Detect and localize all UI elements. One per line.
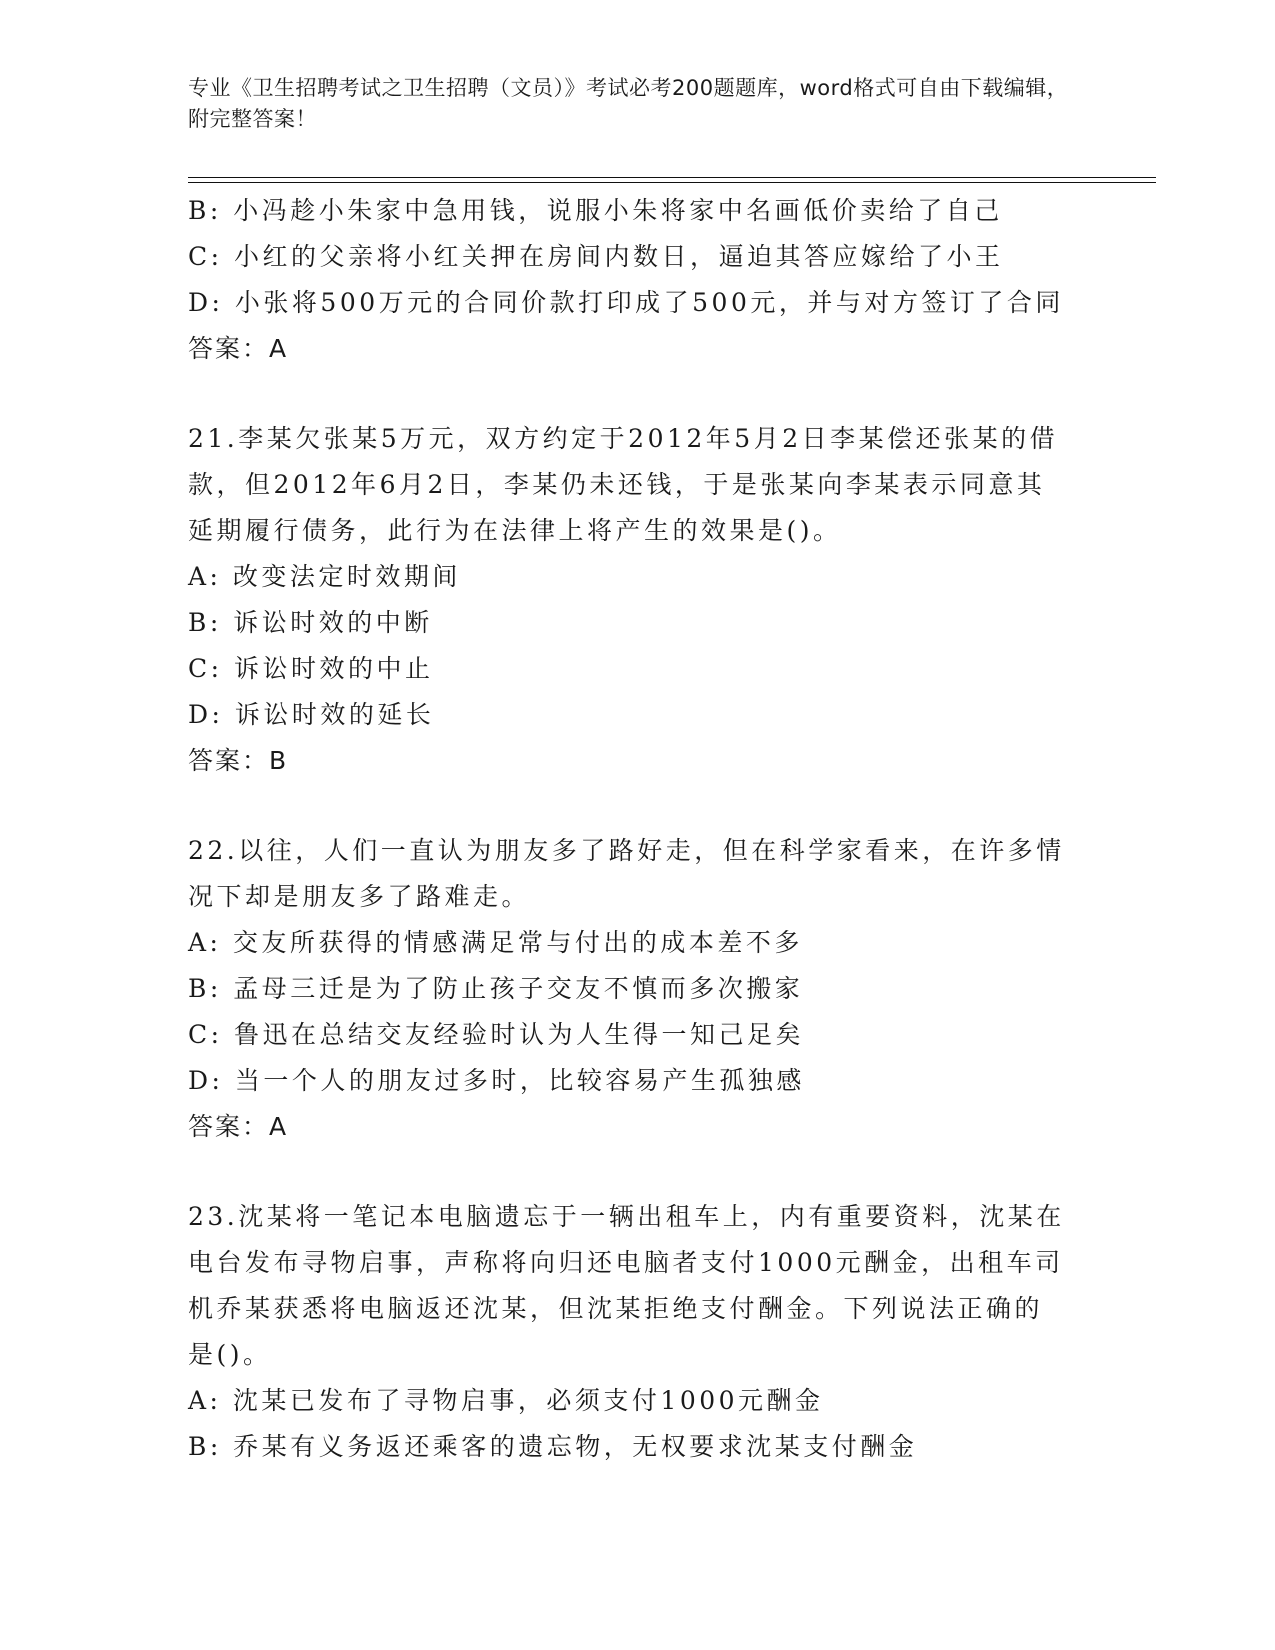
question-stem: 23.沈某将一笔记本电脑遗忘于一辆出租车上，内有重要资料，沈某在电台发布寻物启事，声称将向归还电脑者支付1000元酬金，出租车司机乔某获悉将电脑返还沈某，但沈某拒绝支付酬金。下列说法正确的是()。 xyxy=(188,1202,1065,1369)
answer-line: 答案：A xyxy=(188,334,289,363)
option-b: B: 小冯趁小朱家中急用钱，说服小朱将家中名画低价卖给了自己 xyxy=(188,196,1003,225)
option-d: D: 当一个人的朋友过多时，比较容易产生孤独感 xyxy=(188,1066,805,1095)
header-divider-top xyxy=(188,177,1156,178)
page-header: 专业《卫生招聘考试之卫生招聘（文员）》考试必考200题题库，word格式可自由下载编辑，附完整答案！ xyxy=(188,76,1069,131)
header-divider-bottom xyxy=(188,182,1156,183)
option-b: B: 乔某有义务返还乘客的遗忘物，无权要求沈某支付酬金 xyxy=(188,1432,918,1461)
option-b: B: 诉讼时效的中断 xyxy=(188,608,433,637)
answer-line: 答案：B xyxy=(188,746,289,775)
question-stem: 21.李某欠张某5万元，双方约定于2012年5月2日李某偿还张某的借款，但2012年6月2日，李某仍未还钱，于是张某向李某表示同意其延期履行债务，此行为在法律上将产生的效果是()。 xyxy=(188,424,1059,545)
question-23 xyxy=(188,1194,1088,1470)
option-a: A: 沈某已发布了寻物启事，必须支付1000元酬金 xyxy=(188,1386,824,1415)
option-a: A: 改变法定时效期间 xyxy=(188,562,461,591)
option-c: C: 诉讼时效的中止 xyxy=(188,654,434,683)
option-d: D: 小张将500万元的合同价款打印成了500元，并与对方签订了合同 xyxy=(188,288,1064,317)
option-b: B: 孟母三迁是为了防止孩子交友不慎而多次搬家 xyxy=(188,974,804,1003)
continued-question xyxy=(188,188,1088,372)
question-stem: 22.以往，人们一直认为朋友多了路好走，但在科学家看来，在许多情况下却是朋友多了路难走。 xyxy=(188,836,1065,911)
option-a: A: 交友所获得的情感满足常与付出的成本差不多 xyxy=(188,928,803,957)
question-22 xyxy=(188,828,1088,1150)
option-c: C: 小红的父亲将小红关押在房间内数日，逼迫其答应嫁给了小王 xyxy=(188,242,1004,271)
question-21 xyxy=(188,416,1088,784)
option-d: D: 诉讼时效的延长 xyxy=(188,700,435,729)
option-c: C: 鲁迅在总结交友经验时认为人生得一知己足矣 xyxy=(188,1020,804,1049)
document-body xyxy=(188,188,1088,1470)
answer-line: 答案：A xyxy=(188,1112,289,1141)
